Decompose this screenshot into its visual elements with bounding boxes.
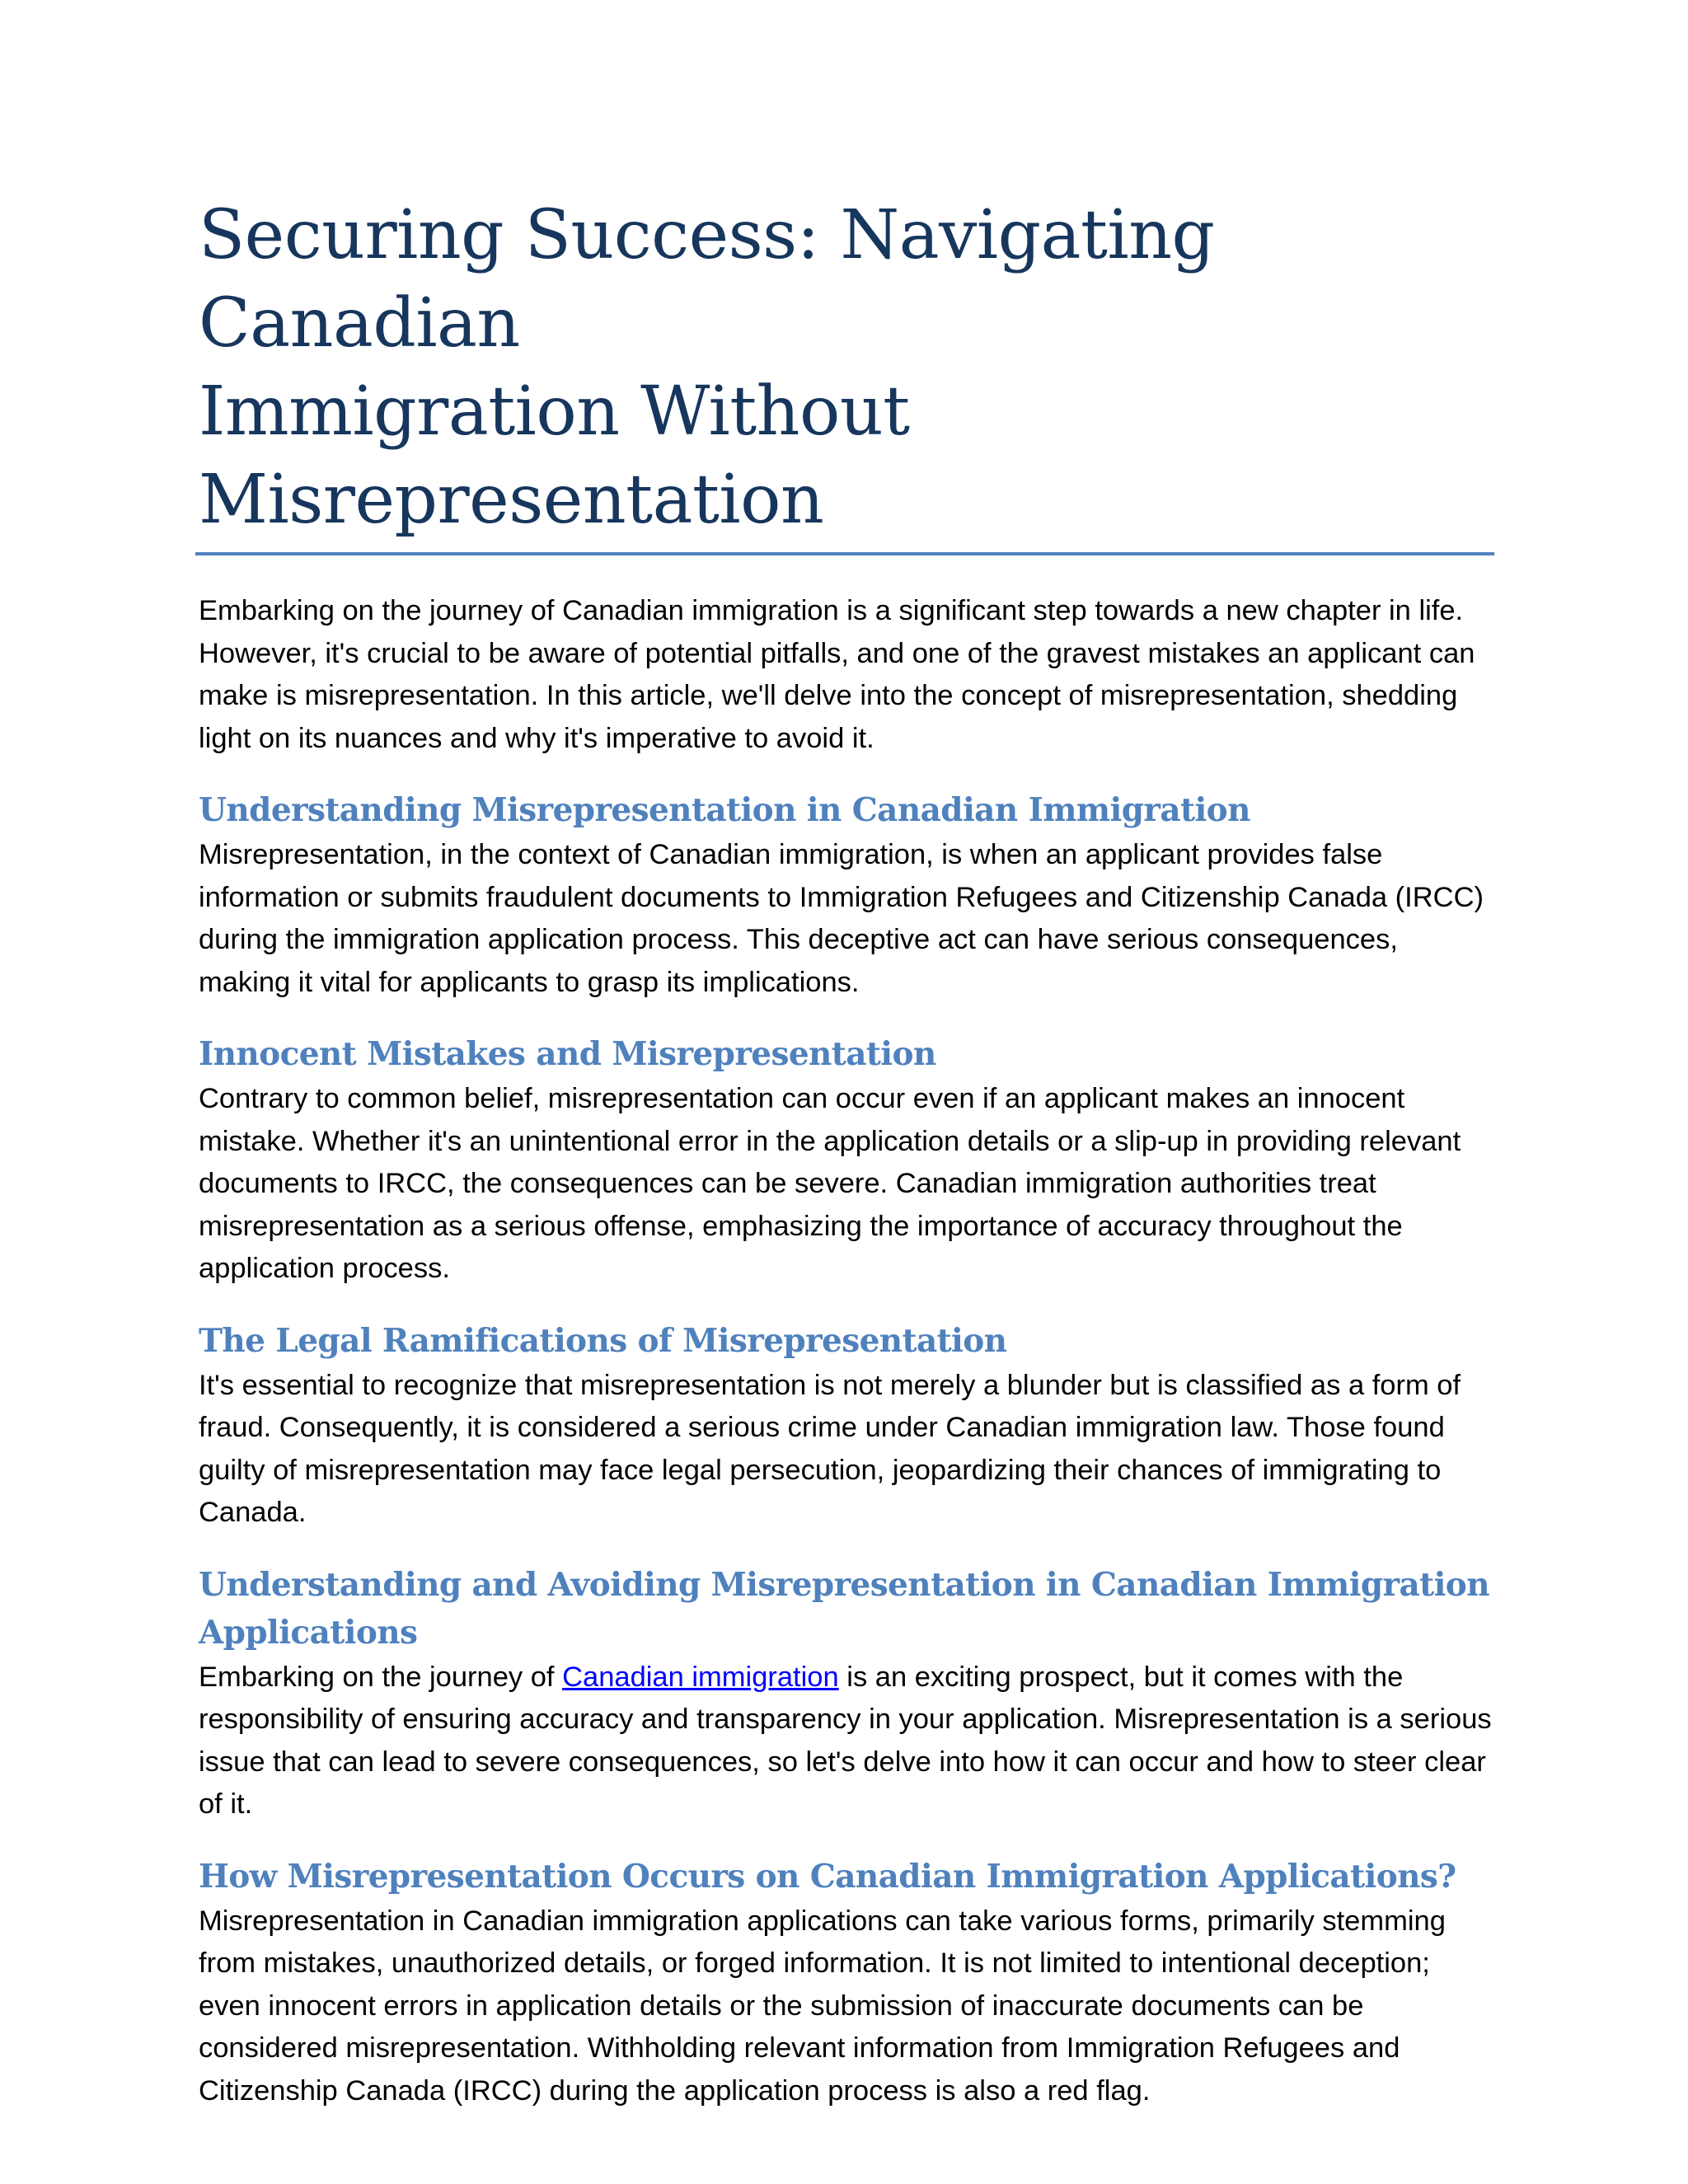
title-underline-rule xyxy=(195,552,1494,555)
body-text-after-link: is an exciting prospect, but it comes with the responsibility of ensuring accuracy and transparency in your application. Misrepresentation is a serious issue that can lead to severe consequences, so let's delve into how it can occur and how to steer clear of it. xyxy=(199,1661,1492,1820)
section-heading-understanding: Understanding Misrepresentation in Canadian Immigration xyxy=(199,791,1250,829)
intro-paragraph: Embarking on the journey of Canadian immigration is a significant step towards a new chapter in life. However, it's crucial to be aware of potential pitfalls, and one of the gravest mistakes an applicant can make is misrepresentation. In this article, we'll delve into the concept of misrepresentation, shedding light on its nuances and why it's imperative to avoid it. xyxy=(199,595,1475,754)
title-line-1: Securing Success: Navigating Canadian xyxy=(199,196,1215,363)
section-body-how-occurs: Misrepresentation in Canadian immigration applications can take various forms, primarily stemming from mistakes, unauthorized details, or forged information. It is not limited to intentional deception; even innocent errors in application details or the submission of inaccurate documents can be considered misrepresentation. Withholding relevant information from Immigration Refugees and Citizenship Canada (IRCC) during the application process is also a red flag. xyxy=(199,1905,1446,2107)
document-content xyxy=(199,191,1493,2139)
section-body-legal-ramifications: It's essential to recognize that misrepresentation is not merely a blunder but is classified as a form of fraud. Consequently, it is considered a serious crime under Canadian immigration law. Those found guilty of misrepresentation may face legal persecution, jeopardizing their chances of immigrating to Canada. xyxy=(199,1369,1461,1528)
section-heading-avoiding: Understanding and Avoiding Misrepresentation in Canadian Immigration Applications xyxy=(199,1565,1489,1652)
title-line-2: Immigration Without Misrepresentation xyxy=(199,373,910,539)
canadian-immigration-link[interactable]: Canadian immigration xyxy=(562,1661,839,1693)
section-heading-innocent-mistakes: Innocent Mistakes and Misrepresentation xyxy=(199,1035,936,1073)
body-text-before-link: Embarking on the journey of xyxy=(199,1661,563,1693)
document-title xyxy=(199,191,1493,552)
section-body-innocent-mistakes: Contrary to common belief, misrepresentation can occur even if an applicant makes an innocent mistake. Whether it's an unintentional error in the application details or a slip-up in providing relevant documents to IRCC, the consequences can be severe. Canadian immigration authorities treat misrepresentation as a serious offense, emphasizing the importance of accuracy throughout the application process. xyxy=(199,1083,1461,1284)
section-body-avoiding xyxy=(199,1657,1493,1826)
section-heading-how-occurs: How Misrepresentation Occurs on Canadian Immigration Applications? xyxy=(199,1857,1456,1896)
section-heading-legal-ramifications: The Legal Ramifications of Misrepresentation xyxy=(199,1321,1007,1360)
section-body-understanding: Misrepresentation, in the context of Canadian immigration, is when an applicant provides false information or submits fraudulent documents to Immigration Refugees and Citizenship Canada (IRCC) during the immigration application process. This deceptive act can have serious consequences, making it vital for applicants to grasp its implications. xyxy=(199,839,1484,998)
